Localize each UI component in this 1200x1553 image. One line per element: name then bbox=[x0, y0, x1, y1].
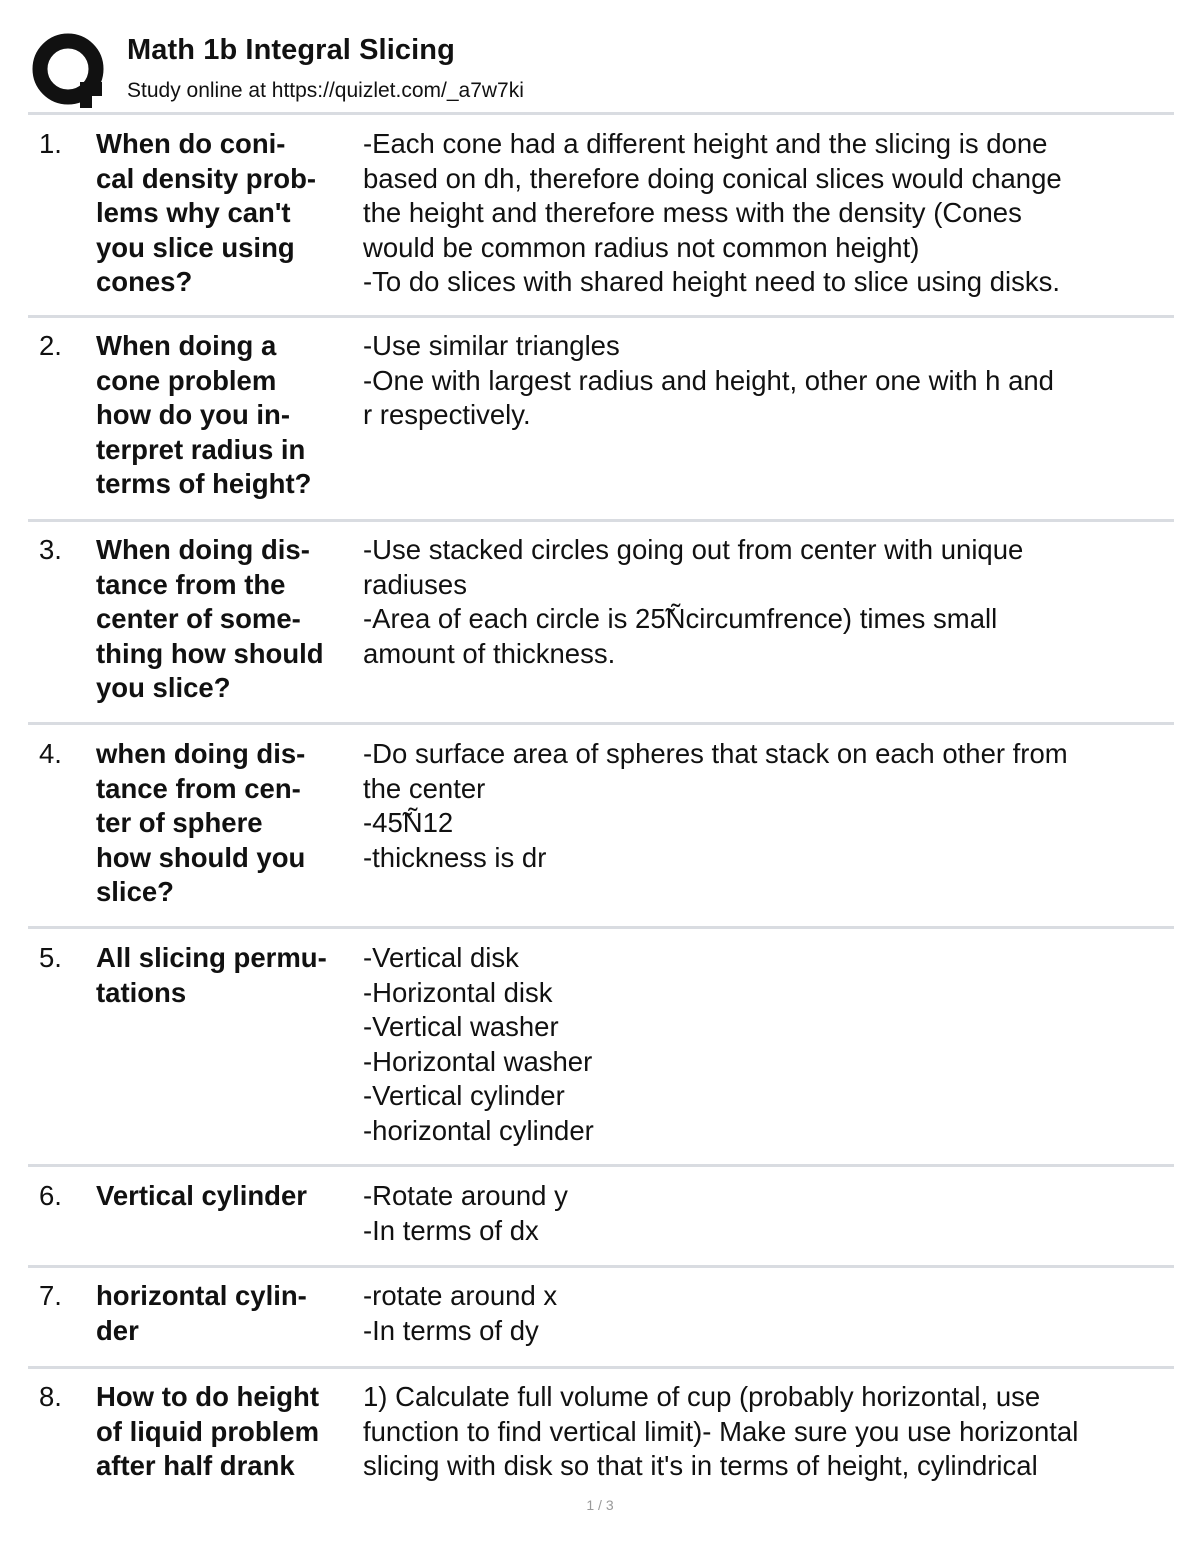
term-line: When doing dis- bbox=[96, 534, 310, 565]
term-line: der bbox=[96, 1314, 139, 1346]
definition-line: -horizontal cylinder bbox=[363, 1114, 594, 1146]
definition-line: -To do slices with shared height need to slice using disks. bbox=[363, 266, 1061, 297]
divider bbox=[28, 112, 1174, 115]
card-number: 5. bbox=[39, 942, 62, 973]
term-line: how should you bbox=[96, 841, 306, 873]
card-number: 8. bbox=[39, 1381, 62, 1412]
card-term bbox=[96, 329, 358, 502]
card-number: 1. bbox=[39, 128, 62, 159]
page-number: 1 / 3 bbox=[586, 1497, 614, 1513]
definition-line: -Vertical disk bbox=[363, 942, 519, 973]
definition-line: function to find vertical limit)- Make sure you use horizontal bbox=[363, 1415, 1079, 1447]
divider bbox=[28, 722, 1174, 725]
card-term bbox=[96, 533, 358, 706]
divider bbox=[28, 926, 1174, 929]
term-line: cone problem bbox=[96, 364, 277, 396]
definition-line: -One with largest radius and height, other one with h and bbox=[363, 364, 1054, 396]
term-line: center of some- bbox=[96, 603, 301, 634]
term-line: tance from cen- bbox=[96, 772, 301, 804]
card-definition bbox=[363, 737, 1175, 875]
page-header bbox=[30, 28, 1175, 112]
term-line: cones? bbox=[96, 266, 193, 297]
term-line: terms of height? bbox=[96, 468, 312, 499]
definition-line: -Do surface area of spheres that stack on each other from bbox=[363, 738, 1068, 769]
term-line: tations bbox=[96, 976, 187, 1008]
term-line: of liquid problem bbox=[96, 1415, 320, 1447]
definition-line: -Use stacked circles going out from center with unique bbox=[363, 534, 1024, 565]
term-line: ter of sphere bbox=[96, 807, 263, 838]
definition-line: -Vertical cylinder bbox=[363, 1080, 565, 1111]
term-line: All slicing permu- bbox=[96, 942, 327, 973]
card-definition bbox=[363, 1279, 1175, 1348]
definition-line: r respectively. bbox=[363, 399, 531, 430]
term-line: cal density prob- bbox=[96, 162, 317, 194]
definition-line: slicing with disk so that it's in terms of height, cylindrical bbox=[363, 1450, 1038, 1481]
card-definition bbox=[363, 533, 1175, 671]
card-term bbox=[96, 1179, 358, 1214]
definition-line: based on dh, therefore doing conical slices would change bbox=[363, 162, 1062, 194]
term-line: slice? bbox=[96, 876, 174, 907]
term-line: you slice? bbox=[96, 672, 231, 703]
divider bbox=[28, 1265, 1174, 1268]
card-term bbox=[96, 1380, 358, 1484]
divider bbox=[28, 519, 1174, 522]
term-line: how do you in- bbox=[96, 399, 290, 430]
card-term bbox=[96, 1279, 358, 1348]
card-definition bbox=[363, 1380, 1175, 1484]
card-number: 2. bbox=[39, 330, 62, 361]
definition-line: -Each cone had a different height and the slicing is done bbox=[363, 128, 1048, 159]
card-number: 7. bbox=[39, 1280, 62, 1311]
definition-line: -Area of each circle is 25̃Ñcircumfrence) times small bbox=[363, 603, 998, 634]
definition-line: -Use similar triangles bbox=[363, 330, 620, 361]
divider bbox=[28, 1164, 1174, 1167]
study-online-link[interactable]: Study online at https://quizlet.com/_a7w7ki bbox=[127, 79, 524, 102]
definition-line: radiuses bbox=[363, 568, 467, 600]
term-line: terpret radius in bbox=[96, 433, 306, 465]
definition-line: the center bbox=[363, 772, 486, 804]
card-number: 6. bbox=[39, 1180, 62, 1211]
term-line: When do coni- bbox=[96, 128, 286, 159]
card-definition bbox=[363, 127, 1175, 300]
term-line: horizontal cylin- bbox=[96, 1280, 307, 1311]
card-term bbox=[96, 737, 358, 910]
quizlet-logo-icon bbox=[30, 32, 108, 110]
divider bbox=[28, 1366, 1174, 1369]
term-line: Vertical cylinder bbox=[96, 1180, 307, 1211]
definition-line: 1) Calculate full volume of cup (probably horizontal, use bbox=[363, 1381, 1041, 1412]
term-line: lems why can't bbox=[96, 197, 291, 228]
definition-line: -In terms of dy bbox=[363, 1314, 539, 1346]
divider bbox=[28, 315, 1174, 318]
definition-line: the height and therefore mess with the density (Cones bbox=[363, 197, 1022, 228]
definition-line: -Horizontal disk bbox=[363, 976, 553, 1008]
definition-line: -Horizontal washer bbox=[363, 1045, 593, 1077]
term-line: When doing a bbox=[96, 330, 277, 361]
definition-line: -In terms of dx bbox=[363, 1214, 539, 1246]
card-number: 3. bbox=[39, 534, 62, 565]
definition-line: amount of thickness. bbox=[363, 637, 616, 669]
definition-line: -rotate around x bbox=[363, 1280, 558, 1311]
definition-line: -thickness is dr bbox=[363, 841, 547, 873]
card-definition bbox=[363, 329, 1175, 433]
definition-line: -Vertical washer bbox=[363, 1011, 559, 1042]
card-term bbox=[96, 941, 358, 1010]
definition-line: -45̃Ñ12 bbox=[363, 807, 454, 838]
term-line: thing how should bbox=[96, 637, 324, 669]
definition-line: -Rotate around y bbox=[363, 1180, 568, 1211]
term-line: after half drank bbox=[96, 1450, 295, 1481]
definition-line: would be common radius not common height) bbox=[363, 231, 920, 263]
card-number: 4. bbox=[39, 738, 62, 769]
card-definition bbox=[363, 941, 1175, 1148]
term-line: you slice using bbox=[96, 231, 295, 263]
term-line: when doing dis- bbox=[96, 738, 306, 769]
term-line: How to do height bbox=[96, 1381, 320, 1412]
document-title: Math 1b Integral Slicing bbox=[127, 34, 455, 66]
card-term bbox=[96, 127, 358, 300]
term-line: tance from the bbox=[96, 568, 286, 600]
card-definition bbox=[363, 1179, 1175, 1248]
